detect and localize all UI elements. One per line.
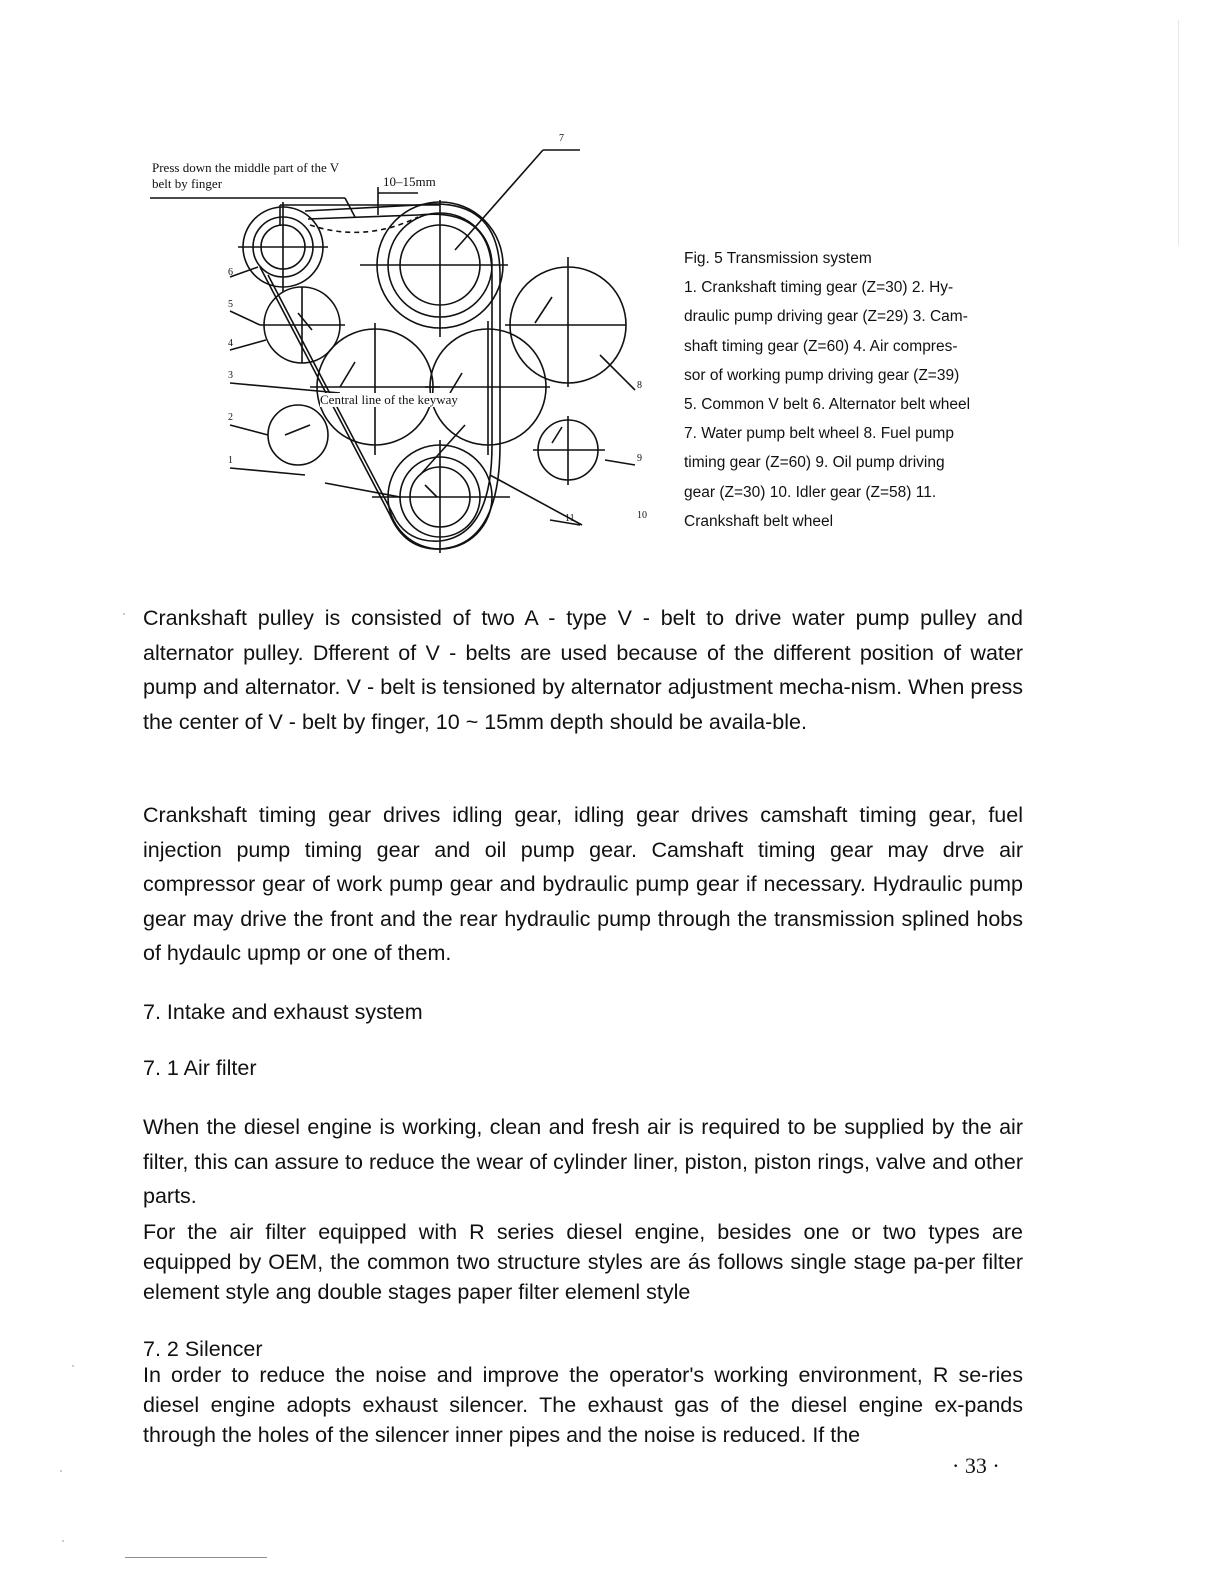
scan-edge-line xyxy=(1178,20,1179,245)
gear-9-oil-pump xyxy=(533,416,605,485)
gear-1-11-crankshaft xyxy=(372,440,510,553)
paragraph-timing-gear: Crankshaft timing gear drives idling gear, idling gear drives camshaft timing gear, fuel injection pump timing gear and oil pump gear. Camshaft timing gear may drve air compressor gear of work pump gear and bydraulic pump gear if necessary. Hydraulic pump gear may drive the front and the rear hydraulic pump through the transmission splined hobs of hydaulc upmp or one of them. xyxy=(143,803,1023,965)
label-keyway: Central line of the keyway xyxy=(320,392,458,407)
gear-10-idler xyxy=(425,321,550,455)
transmission-figure xyxy=(150,125,660,555)
figure-caption xyxy=(684,244,1024,536)
gear-8-fuel-pump xyxy=(505,257,626,387)
callout-10: 10 xyxy=(637,510,647,521)
caption-line: 7. Water pump belt wheel 8. Fuel pump xyxy=(684,425,954,443)
caption-line: timing gear (Z=60) 9. Oil pump driving xyxy=(684,454,945,472)
gear-3-camshaft xyxy=(310,323,440,455)
callout-2: 2 xyxy=(228,412,233,423)
gear-7-water-pump xyxy=(360,200,508,337)
paragraph-air-filter-2: For the air filter equipped with R series diesel engine, besides one or two types are equipped by OEM, the common two structure styles are ás follows single stage pa-per filter element style ang double stages paper filter elemenl style xyxy=(143,1220,1023,1304)
callout-7: 7 xyxy=(559,133,564,144)
callout-5: 5 xyxy=(228,299,233,310)
caption-line: draulic pump driving gear (Z=29) 3. Cam- xyxy=(684,308,968,326)
caption-line: gear (Z=30) 10. Idler gear (Z=58) 11. xyxy=(684,483,937,501)
caption-line: 1. Crankshaft timing gear (Z=30) 2. Hy- xyxy=(684,279,954,297)
scan-speck xyxy=(62,1540,64,1542)
heading-air-filter: 7. 1 Air filter xyxy=(143,1056,257,1080)
paragraph-v-belt: Crankshaft pulley is consisted of two A - type V - belt to drive water pump pulley and alternator pulley. Dfferent of V - belts are used because of the different position of water pump and alternator. V - belt is tensioned by alternator adjustment mecha-nism. When press the center of V - belt by finger, 10 ~ 15mm depth should be availa-ble. xyxy=(143,606,1023,734)
callout-3: 3 xyxy=(228,370,233,381)
gear-4-air-compressor xyxy=(260,287,345,363)
caption-line: shaft timing gear (Z=60) 4. Air compres- xyxy=(684,337,958,355)
callout-1: 1 xyxy=(228,455,233,466)
callout-9: 9 xyxy=(637,453,642,464)
paragraph-air-filter-1: When the diesel engine is working, clean and fresh air is required to be supplied by the air filter, this can assure to reduce the wear of cylinder liner, piston, piston rings, valve and other parts. xyxy=(143,1115,1023,1208)
callout-6: 6 xyxy=(228,267,233,278)
paragraph-silencer: In order to reduce the noise and improve the operator's working environment, R se-ries diesel engine adopts exhaust silencer. The exhaust gas of the diesel engine ex-pands through the holes of the silencer inner pipes and the noise is reduced. If the xyxy=(143,1363,1023,1447)
heading-silencer: 7. 2 Silencer xyxy=(143,1337,263,1361)
scan-speck xyxy=(72,1365,74,1367)
heading-intake-exhaust: 7. Intake and exhaust system xyxy=(143,1000,423,1024)
page-number: · 33 · xyxy=(952,1453,1000,1478)
scan-speck xyxy=(123,613,125,615)
label-depth: 10–15mm xyxy=(383,174,436,189)
caption-line: Fig. 5 Transmission system xyxy=(684,250,872,267)
gear-6-alternator xyxy=(238,202,328,292)
gear-2-hydraulic xyxy=(268,405,328,465)
caption-line: Crankshaft belt wheel xyxy=(684,512,834,530)
caption-line: sor of working pump driving gear (Z=39) xyxy=(684,366,960,384)
callout-11: 11 xyxy=(565,513,575,524)
scan-speck xyxy=(60,1470,62,1472)
callout-4: 4 xyxy=(228,338,233,349)
callout-8: 8 xyxy=(637,380,642,391)
caption-line: 5. Common V belt 6. Alternator belt wheel xyxy=(684,396,971,414)
footer-rule xyxy=(125,1557,267,1558)
label-press-belt: Press down the middle part of the V belt by finger xyxy=(152,160,339,191)
